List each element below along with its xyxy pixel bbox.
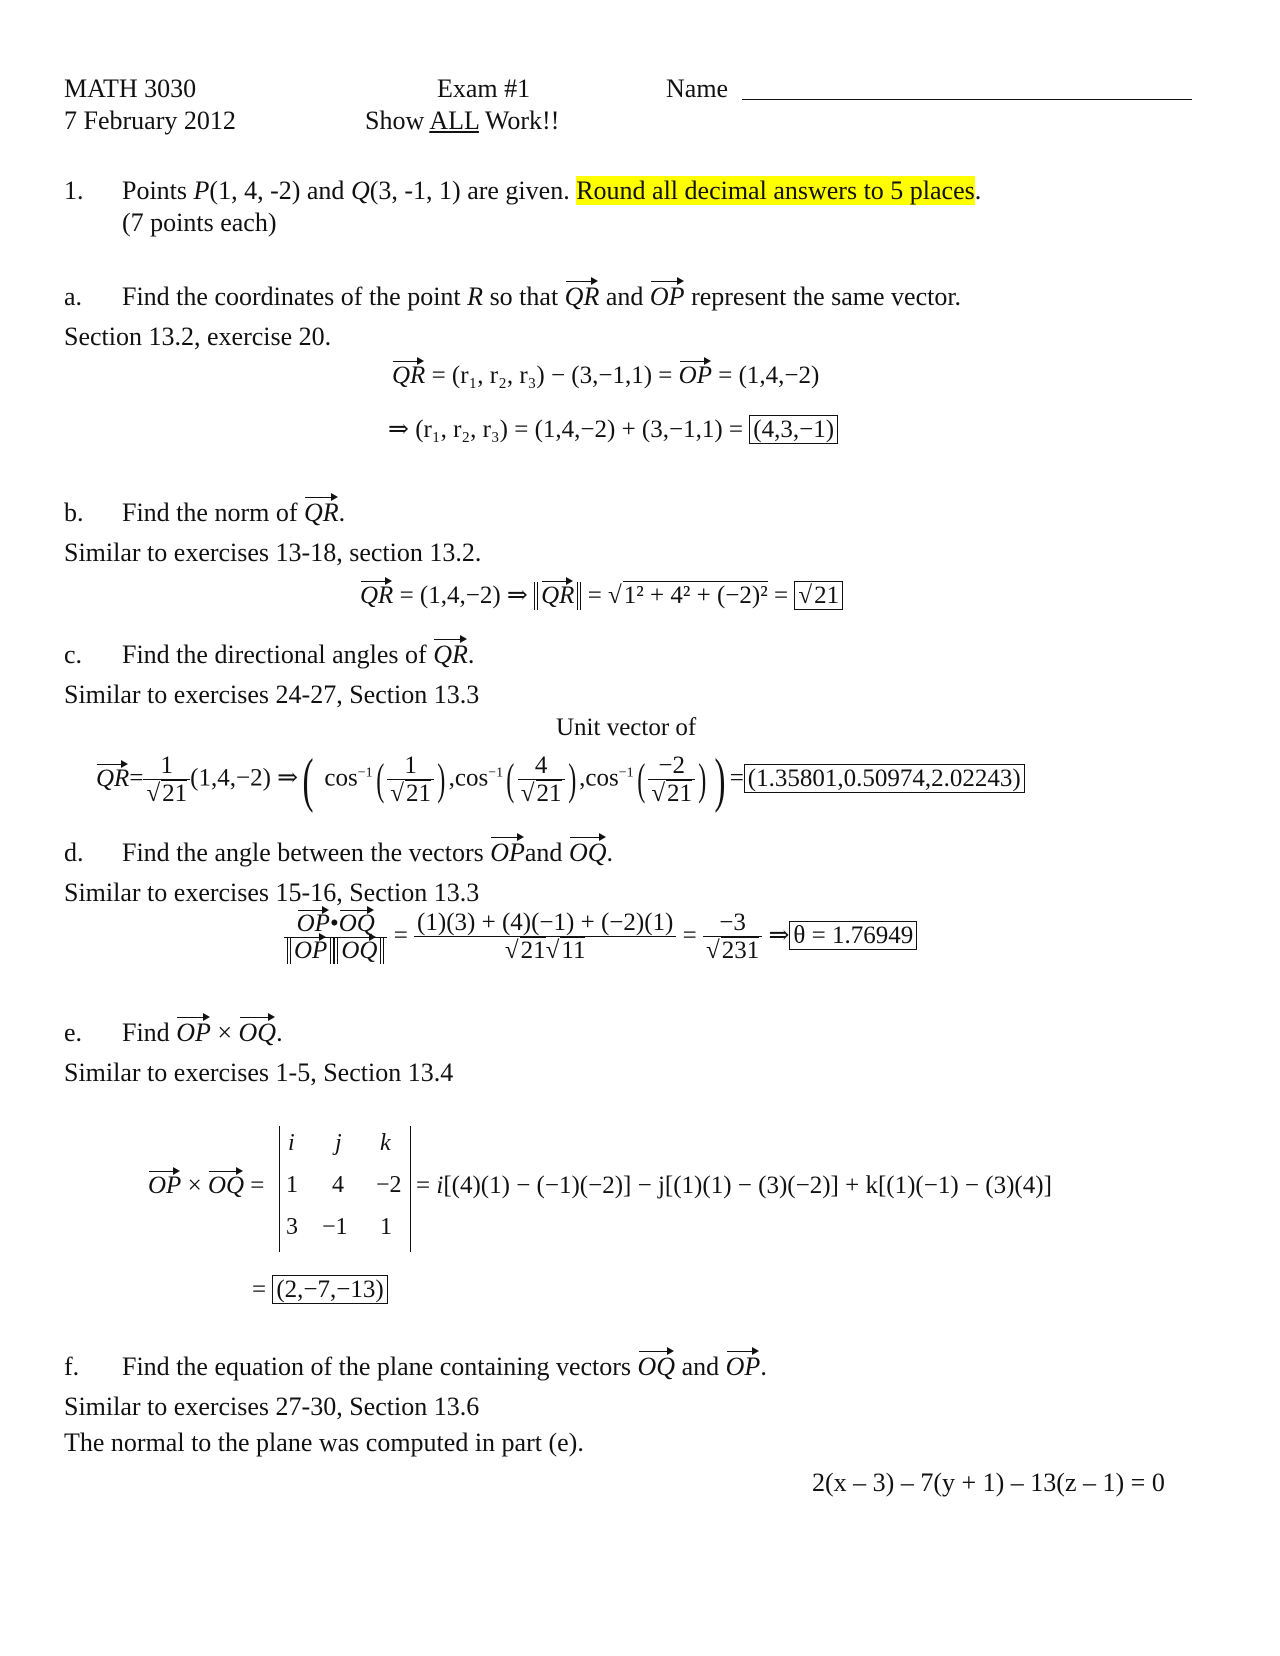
matrix-cell: 1 bbox=[286, 1172, 298, 1198]
part-c-note: Unit vector of bbox=[556, 714, 697, 741]
part-b-reference: Similar to exercises 13-18, section 13.2. bbox=[64, 538, 482, 567]
part-b-label: b. bbox=[64, 498, 84, 527]
part-e-answer: (2,−7,−13) bbox=[272, 1275, 387, 1304]
exam-title: Exam #1 bbox=[437, 74, 531, 103]
part-b-equation: QR = (1,4,−2) ⇒ QR = √1² + 4² + (−2)² = √21 bbox=[360, 580, 843, 610]
part-d-label: d. bbox=[64, 838, 84, 867]
part-f-note: The normal to the plane was computed in part (e). bbox=[64, 1428, 584, 1457]
exam-instruction: Show ALL Work!! bbox=[365, 106, 560, 135]
cross-product-determinant bbox=[279, 1126, 411, 1252]
part-c-question: Find the directional angles of QR. bbox=[122, 640, 475, 669]
part-e-expansion: = i[(4)(1) − (−1)(−2)] − j[(1)(1) − (3)(−2)] + k[(1)(−1) − (3)(4)] bbox=[416, 1172, 1052, 1199]
part-a-question: Find the coordinates of the point R so that QR and OP represent the same vector. bbox=[122, 282, 962, 311]
part-e-reference: Similar to exercises 1-5, Section 13.4 bbox=[64, 1058, 454, 1087]
matrix-cell: i bbox=[288, 1130, 295, 1156]
part-d-answer: θ = 1.76949 bbox=[789, 921, 917, 950]
part-c-reference: Similar to exercises 24-27, Section 13.3 bbox=[64, 680, 480, 709]
course-number: MATH 3030 bbox=[64, 74, 197, 103]
part-f-label: f. bbox=[64, 1352, 80, 1381]
points-note: (7 points each) bbox=[122, 208, 277, 237]
part-a-equation-2: ⇒ (r₁, r₂, r₃) = (1,4,−2) + (3,−1,1) = (4,3,−1) bbox=[388, 414, 838, 444]
part-e-question: Find OP × OQ. bbox=[122, 1018, 283, 1047]
part-d-reference: Similar to exercises 15-16, Section 13.3 bbox=[64, 878, 480, 907]
matrix-cell: 1 bbox=[380, 1214, 392, 1240]
part-a-label: a. bbox=[64, 282, 83, 311]
problem-statement: Points P(1, 4, -2) and Q(3, -1, 1) are given. Round all decimal answers to 5 places. bbox=[122, 176, 982, 205]
part-f-answer: 2(x – 3) – 7(y + 1) – 13(z – 1) = 0 bbox=[812, 1468, 1165, 1497]
part-a-equation-1: QR = (r₁, r₂, r₃) − (3,−1,1) = OP = (1,4,−2) bbox=[392, 362, 820, 389]
matrix-cell: j bbox=[335, 1130, 342, 1156]
name-label: Name bbox=[666, 74, 729, 103]
part-b-answer: √21 bbox=[794, 581, 843, 610]
matrix-cell: k bbox=[380, 1130, 391, 1156]
part-a-reference: Section 13.2, exercise 20. bbox=[64, 322, 332, 351]
part-e-label: e. bbox=[64, 1018, 83, 1047]
part-e-lhs: OP × OQ = bbox=[148, 1172, 265, 1199]
part-c-label: c. bbox=[64, 640, 83, 669]
rounding-highlight: Round all decimal answers to 5 places bbox=[576, 176, 975, 205]
part-e-result: = (2,−7,−13) bbox=[252, 1276, 388, 1304]
part-d-equation: $\frac{OP•OQ}{\text{OP OQ}}$ = $\frac{(1)(3) + (4)(-1) + (-2)(1)}{√21√11}$ = $\frac{-3}{√231}$ ⇒ θ = 1.76949 bbox=[284, 910, 917, 965]
part-c-equation: QR= $\frac{1}{√21}$ (1,4,−2) ⇒( $\cos^{-1}$( $\frac{1}{√21}$ ) $,\cos^{-1}$( $\frac{4}{√21}$ ) $,\cos^{-1}$( $\frac{-2}{√21}$ ) ) = (1.35801,0.50974,2.02243) bbox=[96, 750, 1025, 810]
matrix-cell: −2 bbox=[376, 1172, 402, 1198]
part-f-question: Find the equation of the plane containing vectors OQ and OP. bbox=[122, 1352, 767, 1381]
part-f-reference: Similar to exercises 27-30, Section 13.6 bbox=[64, 1392, 480, 1421]
matrix-cell: 3 bbox=[286, 1214, 298, 1240]
matrix-cell: 4 bbox=[332, 1172, 344, 1198]
exam-date: 7 February 2012 bbox=[64, 106, 236, 135]
problem-number: 1. bbox=[64, 176, 84, 205]
part-b-question: Find the norm of QR. bbox=[122, 498, 346, 527]
part-d-question: Find the angle between the vectors OPand OQ. bbox=[122, 838, 613, 867]
name-field[interactable] bbox=[742, 99, 1192, 100]
part-a-answer: (4,3,−1) bbox=[749, 415, 838, 444]
part-c-answer: (1.35801,0.50974,2.02243) bbox=[744, 764, 1025, 793]
matrix-cell: −1 bbox=[322, 1214, 348, 1240]
